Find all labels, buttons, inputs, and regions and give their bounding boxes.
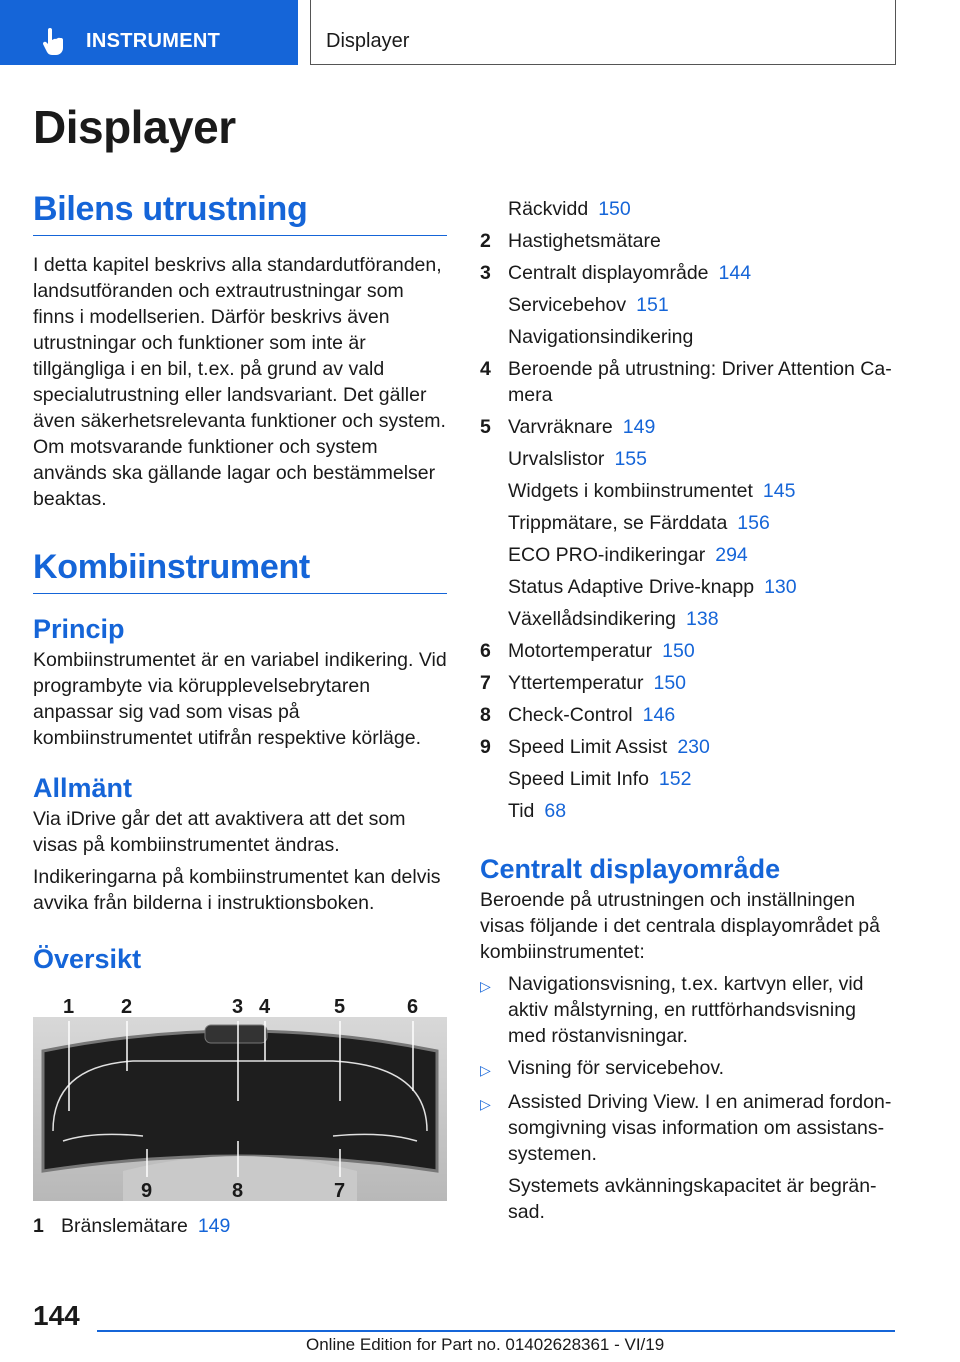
heading-oversikt: Översikt	[33, 944, 142, 974]
list-item-text: Trippmätare, se Färddata	[508, 512, 728, 534]
page-reference-link[interactable]: 145	[762, 480, 796, 502]
list-item	[480, 228, 898, 254]
callout-3: 3	[232, 996, 244, 1018]
list-item	[480, 670, 898, 696]
list-item-number	[480, 606, 508, 632]
list-item-text: Speed Limit Info	[508, 768, 649, 790]
list-item-text: Status Adaptive Drive-knapp	[508, 576, 755, 598]
callout-4: 4	[259, 996, 271, 1018]
callout-8: 8	[232, 1180, 244, 1201]
list-item-number	[480, 510, 508, 536]
bullet-item	[480, 971, 898, 1049]
paragraph-systemets: Systemets avkänningskapacitet är begränsad.	[508, 1175, 877, 1223]
list-item-number	[480, 542, 508, 568]
bullet-item	[480, 1055, 898, 1083]
heading-princip: Princip	[33, 614, 125, 644]
right-column	[480, 196, 898, 1225]
page-reference-link[interactable]: 150	[662, 640, 695, 662]
bullet-text: Navigationsvisning, t.ex. kartvyn eller, vid aktiv målstyrning, en ruttförhandsvisning med röstanvisningar.	[508, 973, 864, 1047]
page-reference-link[interactable]: 138	[686, 608, 719, 630]
callout-5: 5	[334, 996, 346, 1018]
list-item	[480, 292, 898, 318]
callout-9: 9	[141, 1180, 153, 1201]
list-item-number	[480, 798, 508, 824]
heading-bilens-utrustning: Bilens utrustning	[33, 190, 447, 236]
list-item-text: Centralt displayområde	[508, 262, 709, 284]
list-item-number: 7	[480, 672, 491, 694]
list-item-number: 3	[480, 262, 491, 284]
page-reference-link[interactable]: 144	[718, 262, 752, 284]
bullet-text: Visning för servicebehov.	[508, 1057, 725, 1079]
list-item-text: Servicebehov	[508, 294, 627, 316]
page-reference-link[interactable]: 156	[737, 512, 770, 534]
paragraph-princip: Kombiinstrumentet är en variabel indikering. Vid programbyte via körupplevelsebrytaren anpassar sig vad som visas på kombiinstrumentet utifrån respektive körläge.	[33, 649, 447, 749]
page-reference-link[interactable]: 149	[622, 416, 656, 438]
list-item-number	[480, 478, 508, 504]
triangle-bullet-icon: ▷	[480, 1096, 491, 1112]
paragraph-allmant-2: Indikeringarna på kombiinstrumentet kan delvis avvika från bilderna i instruktionsboken.	[33, 866, 441, 914]
page-reference-link[interactable]: 155	[614, 448, 647, 470]
section-header	[310, 0, 896, 65]
page-title: Displayer	[33, 101, 236, 153]
page-reference-link[interactable]: 150	[598, 198, 631, 220]
page-reference-link[interactable]: 146	[642, 704, 676, 726]
list-item-text: Motortemperatur	[508, 640, 653, 662]
callout-6: 6	[407, 996, 419, 1018]
list-item-text: ECO PRO-indikeringar	[508, 544, 706, 566]
list-item	[480, 702, 898, 728]
list-item-number: 4	[480, 358, 491, 380]
paragraph-allmant-1: Via iDrive går det att avaktivera att det som visas på kombiinstrumentet ändras.	[33, 808, 406, 856]
page-reference-link[interactable]: 151	[636, 294, 669, 316]
list-item-number: 9	[480, 736, 491, 758]
page-reference-link[interactable]: 68	[544, 800, 567, 822]
list-item-text: Tid	[508, 800, 535, 822]
list-item	[480, 574, 898, 600]
list-item	[480, 766, 898, 792]
bullet-text: Assisted Driving View. I en animerad fordonsomgivning visas information om assistanssystemen.	[508, 1091, 892, 1165]
list-item	[480, 260, 898, 286]
paragraph-bilens-utrustning: I detta kapitel beskrivs alla standardutföranden, landsutföranden och extrautrustningar som finns i modellserien. Därför beskrivs även utrustningar och funktioner som inte är tillgängliga i en bil, t.ex. på grund av vald specialutrustning eller landsvariant. Det gäller även säkerhetsrelevanta funktioner och system. Om motsvarande funktioner och system används ska gällande lagar och bestämmelser beaktas.	[33, 254, 446, 510]
list-item-number	[480, 446, 508, 472]
list-item	[480, 606, 898, 632]
page-reference-link[interactable]: 152	[658, 768, 692, 790]
list-item-number	[480, 766, 508, 792]
list-item	[480, 356, 898, 408]
page-reference-link[interactable]: 230	[677, 736, 710, 758]
heading-allmant: Allmänt	[33, 773, 133, 803]
list-item-number: 2	[480, 230, 491, 252]
chapter-tab-label: INSTRUMENT	[86, 30, 221, 52]
list-item-text: Urvalslistor	[508, 448, 605, 470]
list-item-number: 8	[480, 704, 491, 726]
page-reference-link[interactable]: 130	[764, 576, 797, 598]
list-item	[480, 446, 898, 472]
callout-7: 7	[334, 1180, 346, 1201]
bullet-item	[480, 1089, 898, 1167]
list-item-text: Navigationsindikering	[508, 326, 694, 348]
footer-edition: Online Edition for Part no. 01402628361 - VI/19	[306, 1335, 665, 1354]
list-item-text: Växellådsindikering	[508, 608, 677, 630]
list-item-text: Bränslemätare	[61, 1215, 188, 1237]
page-reference-link[interactable]: 150	[653, 672, 687, 694]
page-reference-link[interactable]: 149	[197, 1215, 231, 1237]
list-item	[480, 414, 898, 440]
bullet-list	[480, 971, 898, 1167]
list-item-text: Hastighetsmätare	[508, 230, 661, 252]
chapter-tab[interactable]	[0, 0, 298, 65]
list-item-text: Beroende på utrustning: Driver Attention Camera	[508, 358, 892, 406]
list-item	[480, 196, 898, 222]
paragraph-centralt-displayomrade: Beroende på utrustningen och inställningen visas följande i det centrala displayområdet på kombiinstrumentet:	[480, 889, 880, 963]
callout-1: 1	[63, 996, 75, 1018]
callout-2: 2	[121, 996, 133, 1018]
list-item-text: Varvräknare	[508, 416, 613, 438]
list-item-number: 6	[480, 640, 491, 662]
list-item	[480, 542, 898, 568]
heading-centralt-displayomrade: Centralt displayområde	[480, 854, 781, 884]
instrument-cluster-figure	[33, 991, 447, 1201]
list-item-text: Speed Limit Assist	[508, 736, 668, 758]
instrument-cluster-illustration	[33, 991, 447, 1201]
list-item-text: Widgets i kombiinstrumentet	[508, 480, 753, 502]
list-item	[480, 510, 898, 536]
legend-list	[480, 196, 898, 824]
triangle-bullet-icon: ▷	[480, 978, 491, 994]
list-item-number	[480, 196, 508, 222]
list-item-1	[33, 1213, 447, 1239]
list-item	[480, 324, 898, 350]
page-reference-link[interactable]: 294	[715, 544, 748, 566]
section-header-label: Displayer	[326, 30, 410, 52]
list-item	[480, 734, 898, 760]
footer-divider	[97, 1330, 895, 1332]
pointing-hand-icon	[40, 28, 66, 56]
page-number: 144	[33, 1300, 80, 1331]
list-item-text: Räckvidd	[508, 198, 589, 220]
triangle-bullet-icon: ▷	[480, 1062, 491, 1078]
list-item-number: 5	[480, 416, 491, 438]
list-item-number: 1	[33, 1215, 44, 1237]
list-item-number	[480, 574, 508, 600]
list-item	[480, 798, 898, 824]
list-item	[480, 638, 898, 664]
list-item-number	[480, 292, 508, 318]
list-item-number	[480, 324, 508, 350]
list-item-text: Yttertemperatur	[508, 672, 644, 694]
left-column	[33, 190, 447, 1245]
heading-kombiinstrument: Kombiinstrument	[33, 548, 447, 594]
list-item-text: Check-Control	[508, 704, 633, 726]
list-item	[480, 478, 898, 504]
